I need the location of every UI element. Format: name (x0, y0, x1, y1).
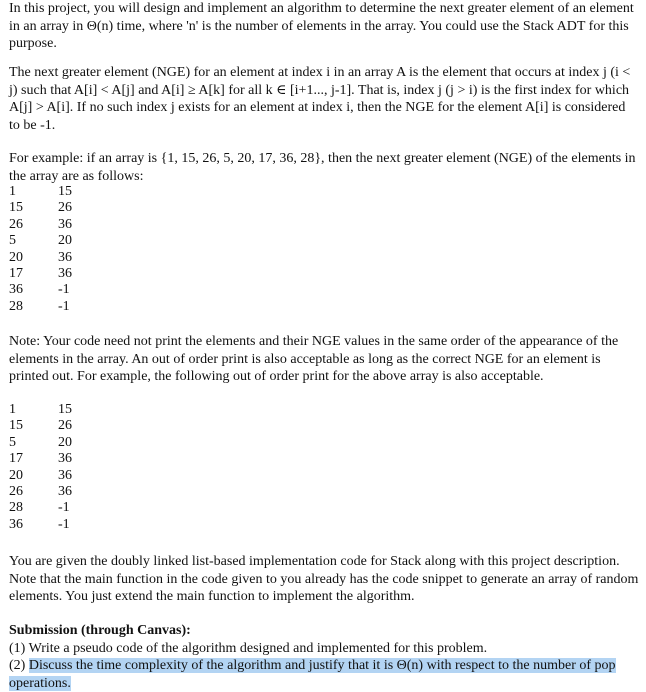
nge-value: 36 (58, 265, 72, 281)
table-row (9, 435, 118, 451)
nge-table-out-of-order (9, 402, 118, 533)
submission-item-2-prefix: (2) (9, 658, 29, 673)
table-row (9, 217, 118, 233)
nge-value: 36 (58, 451, 72, 467)
given-code-paragraph: You are given the doubly linked list-based implementation code for Stack along with this project description. Note that the main function in the code given to you already has the code snippet to generate an array of random elements. You just extend the main function to implement the algorithm. (9, 554, 639, 604)
table-row (9, 484, 118, 500)
nge-value: -1 (58, 516, 70, 532)
element-value: 36 (9, 282, 23, 298)
nge-value: 15 (58, 184, 72, 199)
table-row (9, 184, 118, 200)
element-value: 15 (9, 418, 23, 434)
table-row (9, 517, 118, 533)
example-paragraph: For example: if an array is {1, 15, 26, 5, 20, 17, 36, 28}, then the next greater element (NGE) of the elements in the array are as follows: (9, 151, 636, 184)
nge-value: 36 (58, 249, 72, 265)
table-row (9, 200, 118, 216)
submission-item-2 (9, 657, 639, 692)
element-value: 15 (9, 200, 23, 216)
element-value: 5 (9, 434, 16, 450)
submission-section (9, 622, 639, 692)
element-value: 1 (9, 402, 16, 417)
element-value: 1 (9, 184, 16, 199)
element-value: 26 (9, 483, 23, 499)
nge-value: -1 (58, 282, 70, 298)
nge-value: -1 (58, 500, 70, 516)
nge-value: 26 (58, 418, 72, 434)
nge-value: 36 (58, 216, 72, 232)
element-value: 36 (9, 516, 23, 532)
element-value: 28 (9, 298, 23, 314)
table-row (9, 418, 118, 434)
table-row (9, 233, 118, 249)
element-value: 20 (9, 467, 23, 483)
table-row (9, 468, 118, 484)
element-value: 17 (9, 451, 23, 467)
table-row (9, 451, 118, 467)
selected-text-highlight[interactable]: Discuss the time complexity of the algorithm and justify that it is Θ(n) with respect to the number of pop operations. (9, 658, 616, 691)
nge-value: 36 (58, 483, 72, 499)
nge-definition-paragraph: The next greater element (NGE) for an element at index i in an array A is the element that occurs at index j (i < j) such that A[i] < A[j] and A[i] ≥ A[k] for all k ∈ [i+1..., j-1]. That is, index j (j > i) is the first index for which A[j] > A[i]. If no such index j exists for an element at index i, then the NGE for the element A[i] is considered to be -1. (9, 65, 631, 133)
element-value: 26 (9, 216, 23, 232)
nge-value: -1 (58, 298, 70, 314)
note-paragraph: Note: Your code need not print the elements and their NGE values in the same order of the appearance of the elements in the array. An out of order print is also acceptable as long as the correct NGE for an element is printed out. For example, the following out of order print for the above array is also acceptable. (9, 334, 619, 384)
nge-value: 36 (58, 467, 72, 483)
element-value: 5 (9, 233, 16, 249)
table-row (9, 266, 118, 282)
element-value: 28 (9, 500, 23, 516)
table-row (9, 250, 118, 266)
table-row (9, 402, 118, 418)
nge-value: 26 (58, 200, 72, 216)
element-value: 17 (9, 265, 23, 281)
table-row (9, 299, 118, 315)
table-row (9, 500, 118, 516)
intro-paragraph: In this project, you will design and implement an algorithm to determine the next greater element of an element in an array in Θ(n) time, where 'n' is the number of elements in the array. You could use the Stack ADT for this purpose. (9, 1, 634, 51)
nge-value: 20 (58, 434, 72, 450)
nge-value: 15 (58, 402, 72, 417)
table-row (9, 282, 118, 298)
nge-value: 20 (58, 233, 72, 249)
submission-heading: Submission (through Canvas): (9, 623, 191, 638)
element-value: 20 (9, 249, 23, 265)
submission-item-1: (1) Write a pseudo code of the algorithm designed and implemented for this problem. (9, 640, 488, 656)
nge-table-in-order (9, 184, 118, 315)
